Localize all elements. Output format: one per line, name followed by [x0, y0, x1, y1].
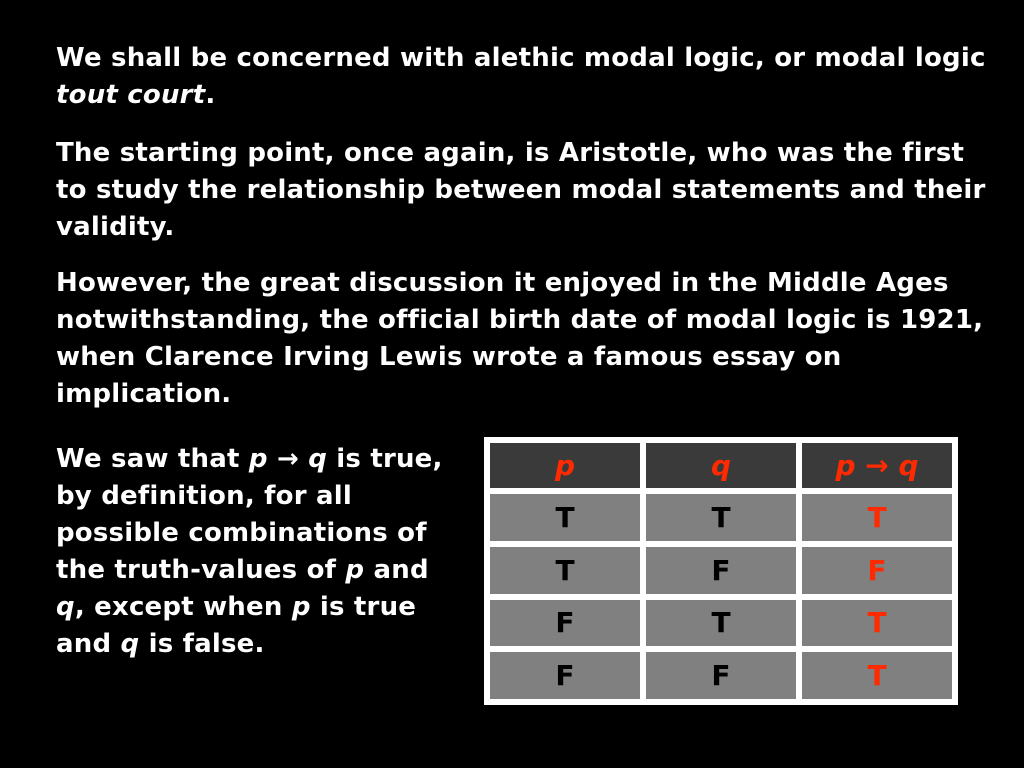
table-row: [490, 494, 952, 541]
p1-end: .: [205, 80, 216, 110]
p4-s6: is false.: [139, 629, 265, 659]
cell-result: T: [802, 600, 952, 647]
p4-var-p: p: [248, 444, 268, 474]
p4-s5: is true and: [56, 592, 417, 659]
truth-table-header-row: [490, 443, 952, 488]
truth-table: [484, 437, 958, 705]
table-row: [490, 600, 952, 647]
cell-p: T: [490, 494, 640, 541]
arrow-icon: →: [267, 444, 309, 474]
cell-result: T: [802, 652, 952, 699]
paragraph-lewis: However, the great discussion it enjoyed in the Middle Ages notwithstanding, the official birth date of modal logic is 1921, when Clarence Irving Lewis wrote a famous essay on implication.: [56, 268, 984, 409]
cell-result: F: [802, 547, 952, 594]
table-row: [490, 547, 952, 594]
header-p: p: [490, 443, 640, 488]
paragraph-alethic-modal-logic: [56, 40, 986, 114]
p4-var-q: q: [120, 629, 140, 659]
cell-q: F: [646, 547, 796, 594]
p4-var-q: q: [308, 444, 328, 474]
p4-s2: is true, by definition, for all possible combinations of the truth-values of: [56, 444, 443, 585]
p4-var-p: p: [291, 592, 311, 622]
p4-var-p: p: [345, 555, 365, 585]
cell-q: T: [646, 600, 796, 647]
paragraph-aristotle: The starting point, once again, is Aristotle, who was the first to study the relationship between modal statements and their validity.: [56, 138, 986, 242]
paragraph-implication-definition: [56, 441, 456, 663]
header-p-implies-q: p → q: [802, 443, 952, 488]
cell-p: T: [490, 547, 640, 594]
p4-s1: We saw that: [56, 444, 249, 474]
cell-q: F: [646, 652, 796, 699]
cell-result: T: [802, 494, 952, 541]
p4-s3: and: [364, 555, 429, 585]
cell-p: F: [490, 652, 640, 699]
p4-s4: , except when: [74, 592, 292, 622]
table-row: [490, 652, 952, 699]
cell-q: T: [646, 494, 796, 541]
p4-var-q: q: [56, 592, 75, 622]
header-q: q: [646, 443, 796, 488]
p1-italic: tout court: [56, 80, 206, 110]
p1-text: We shall be concerned with alethic modal logic, or modal logic: [56, 43, 986, 73]
cell-p: F: [490, 600, 640, 647]
